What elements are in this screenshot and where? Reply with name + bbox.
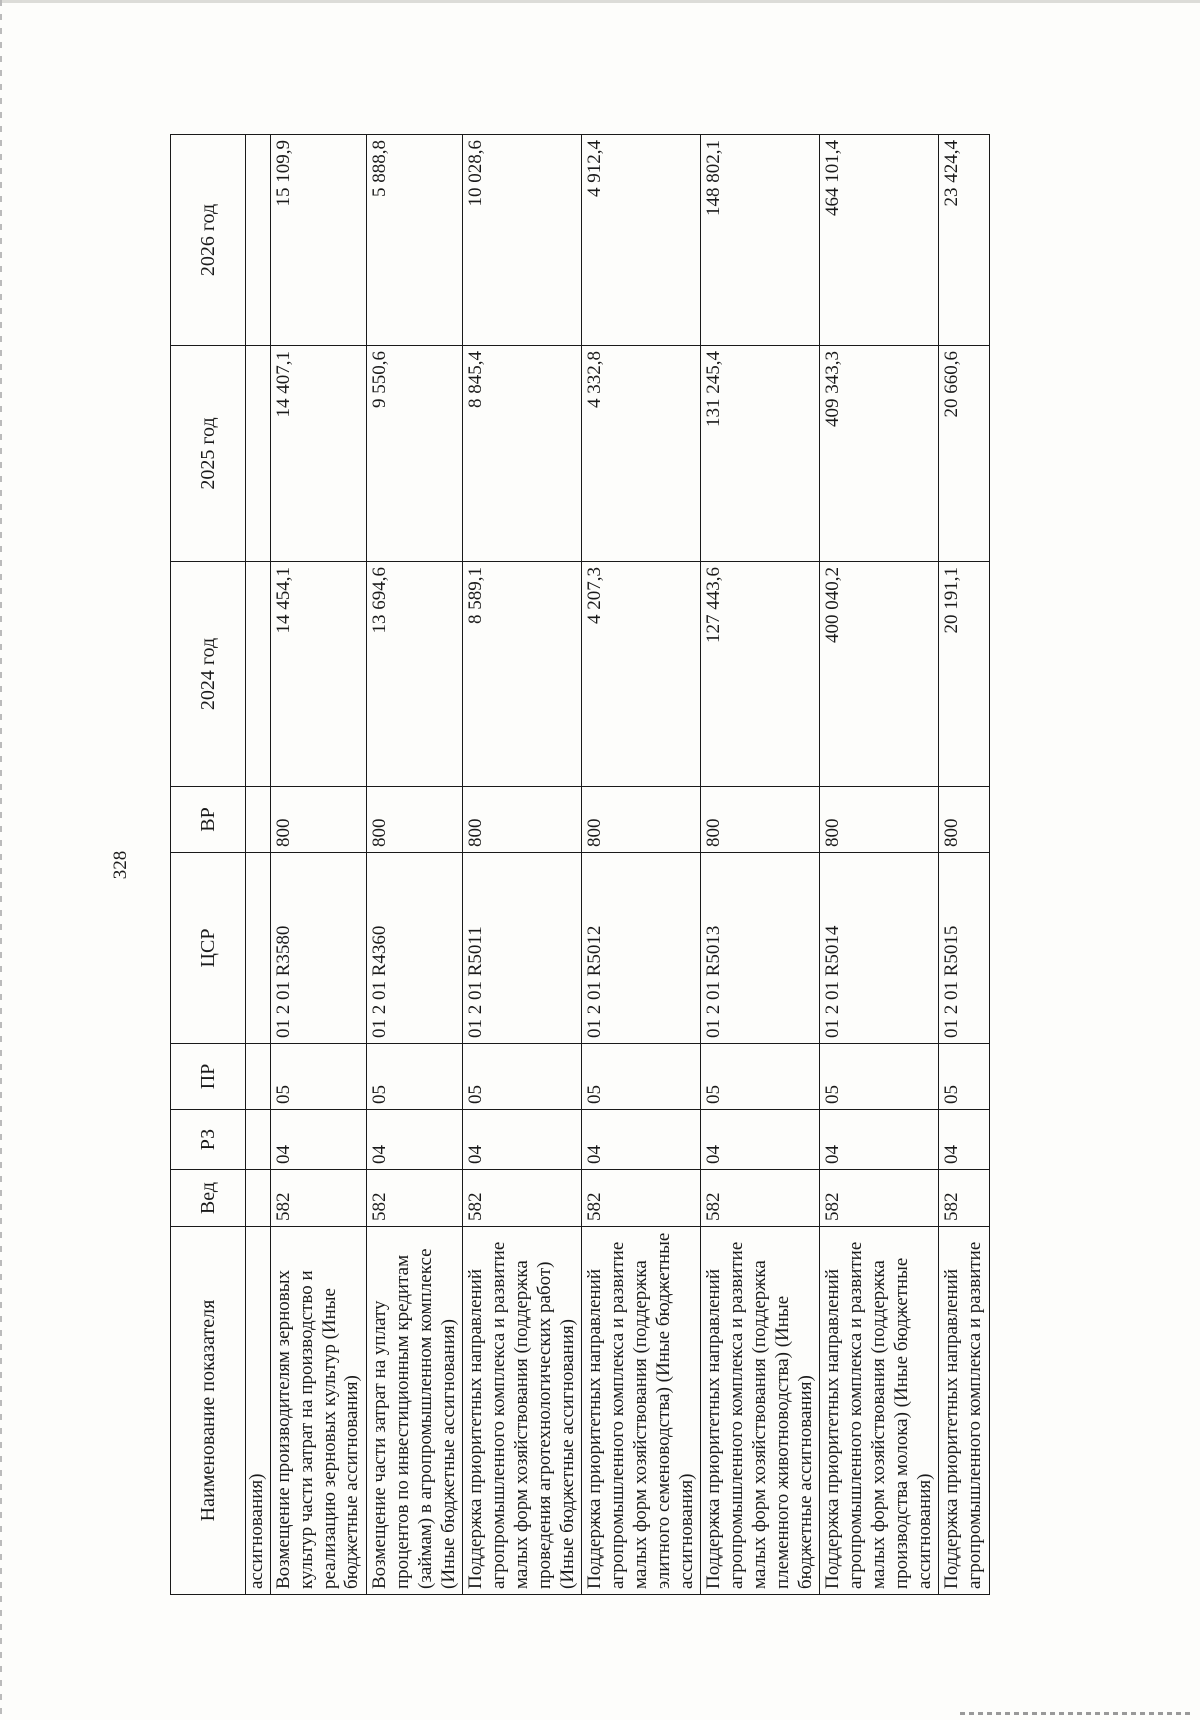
row-name: Поддержка приоритетных направлений агропромышленного комплекса и развитие малых форм хозяйствования (поддержка проведения агротехнологических работ) (Иные бюджетные ассигнования)	[463, 1227, 582, 1595]
row-vr: 800	[939, 787, 990, 853]
row-pr: 05	[820, 1044, 939, 1110]
row-csr: 01 2 01 R5013	[701, 853, 820, 1044]
row-vr: 800	[820, 787, 939, 853]
table-header-row	[171, 135, 246, 1595]
header-name: Наименование показателя	[171, 1227, 246, 1595]
row-ved: 582	[582, 1170, 701, 1227]
row-name: Поддержка приоритетных направлений агропромышленного комплекса и развитие малых форм хозяйствования (поддержка племенного животноводства) (Иные бюджетные ассигнования)	[701, 1227, 820, 1595]
table-row	[939, 135, 990, 1595]
row-vr: 800	[582, 787, 701, 853]
row-csr: 01 2 01 R5011	[463, 853, 582, 1044]
row-2025: 4 332,8	[582, 346, 701, 562]
scan-edge-left	[0, 0, 2, 1720]
row-rz: 04	[701, 1110, 820, 1170]
header-csr: ЦСР	[171, 853, 246, 1044]
table-row	[367, 135, 463, 1595]
table-row	[820, 135, 939, 1595]
table-row	[463, 135, 582, 1595]
row-vr: 800	[271, 787, 367, 853]
header-ved: Вед	[171, 1170, 246, 1227]
rotated-page	[98, 135, 1163, 1595]
row-rz: 04	[367, 1110, 463, 1170]
row-ved: 582	[939, 1170, 990, 1227]
row-ved: 582	[463, 1170, 582, 1227]
scan-edge-top	[0, 0, 1200, 3]
row-ved: 582	[367, 1170, 463, 1227]
row-name: Возмещение производителям зерновых культур части затрат на производство и реализацию зерновых культур (Иные бюджетные ассигнования)	[271, 1227, 367, 1595]
row-csr: 01 2 01 R5012	[582, 853, 701, 1044]
row-name: Поддержка приоритетных направлений агропромышленного комплекса и развитие малых форм хозяйствования (поддержка производства молока) (Иные бюджетные ассигнования)	[820, 1227, 939, 1595]
row-2025: 409 343,3	[820, 346, 939, 562]
row-2026: 4 912,4	[582, 135, 701, 346]
budget-table	[170, 134, 990, 1595]
row-2024: 127 443,6	[701, 562, 820, 787]
row-rz: 04	[820, 1110, 939, 1170]
row-csr: 01 2 01 R4360	[367, 853, 463, 1044]
row-2024: 4 207,3	[582, 562, 701, 787]
row-rz: 04	[271, 1110, 367, 1170]
header-2025: 2025 год	[171, 346, 246, 562]
row-name: Возмещение части затрат на уплату процентов по инвестиционным кредитам (займам) в агропромышленном комплексе (Иные бюджетные ассигнования)	[367, 1227, 463, 1595]
row-2024: 14 454,1	[271, 562, 367, 787]
row-pr: 05	[367, 1044, 463, 1110]
row-2024: 20 191,1	[939, 562, 990, 787]
row-ved: 582	[701, 1170, 820, 1227]
row-rz: 04	[939, 1110, 990, 1170]
row-rz: 04	[582, 1110, 701, 1170]
row-2026: 23 424,4	[939, 135, 990, 346]
scan-edge-bottom	[960, 1712, 1190, 1715]
continuation-text: ассигнования)	[246, 1227, 271, 1595]
row-2026: 10 028,6	[463, 135, 582, 346]
row-pr: 05	[271, 1044, 367, 1110]
header-2024: 2024 год	[171, 562, 246, 787]
row-2025: 131 245,4	[701, 346, 820, 562]
row-2024: 400 040,2	[820, 562, 939, 787]
row-2026: 464 101,4	[820, 135, 939, 346]
row-2026: 148 802,1	[701, 135, 820, 346]
page-number: 328	[110, 850, 131, 880]
continuation-row	[246, 135, 271, 1595]
row-pr: 05	[463, 1044, 582, 1110]
row-csr: 01 2 01 R3580	[271, 853, 367, 1044]
row-2025: 8 845,4	[463, 346, 582, 562]
table-row	[582, 135, 701, 1595]
row-vr: 800	[701, 787, 820, 853]
row-name: Поддержка приоритетных направлений агропромышленного комплекса и развитие малых форм хозяйствования (поддержка элитного семеноводства) (Иные бюджетные ассигнования)	[582, 1227, 701, 1595]
row-2025: 9 550,6	[367, 346, 463, 562]
row-name: Поддержка приоритетных направлений агропромышленного комплекса и развитие	[939, 1227, 990, 1595]
row-pr: 05	[582, 1044, 701, 1110]
row-2026: 15 109,9	[271, 135, 367, 346]
row-pr: 05	[701, 1044, 820, 1110]
header-vr: ВР	[171, 787, 246, 853]
row-2026: 5 888,8	[367, 135, 463, 346]
row-vr: 800	[367, 787, 463, 853]
row-csr: 01 2 01 R5015	[939, 853, 990, 1044]
row-vr: 800	[463, 787, 582, 853]
row-2024: 13 694,6	[367, 562, 463, 787]
table-row	[701, 135, 820, 1595]
header-pr: ПР	[171, 1044, 246, 1110]
row-2025: 14 407,1	[271, 346, 367, 562]
table-row	[271, 135, 367, 1595]
row-pr: 05	[939, 1044, 990, 1110]
row-2025: 20 660,6	[939, 346, 990, 562]
header-2026: 2026 год	[171, 135, 246, 346]
row-ved: 582	[271, 1170, 367, 1227]
row-ved: 582	[820, 1170, 939, 1227]
row-rz: 04	[463, 1110, 582, 1170]
header-rz: РЗ	[171, 1110, 246, 1170]
row-2024: 8 589,1	[463, 562, 582, 787]
row-csr: 01 2 01 R5014	[820, 853, 939, 1044]
